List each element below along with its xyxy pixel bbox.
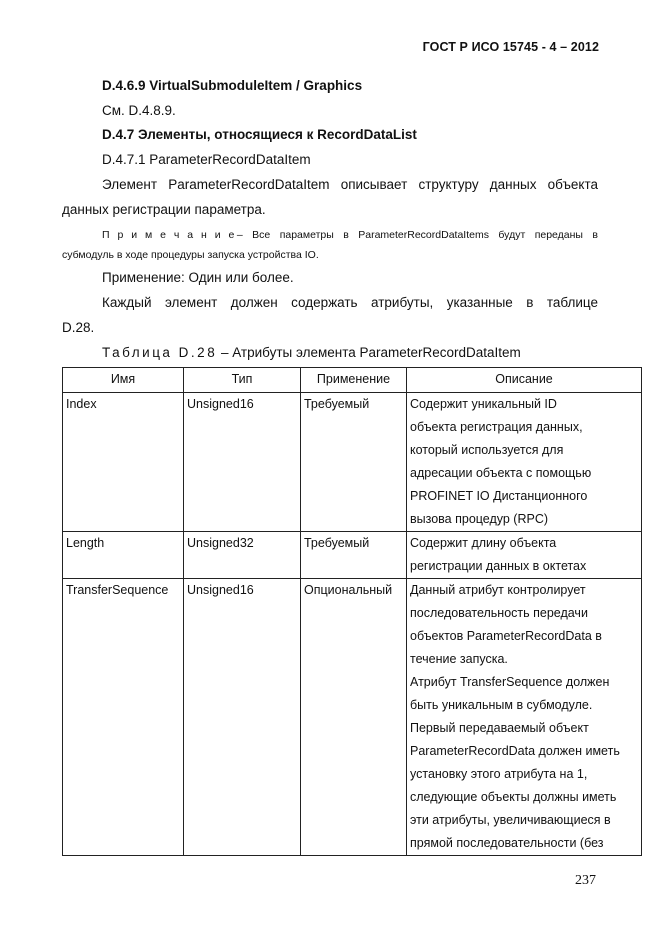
section-d469-title: D.4.6.9 VirtualSubmoduleItem / Graphics [102, 78, 363, 93]
attributes-table [62, 367, 642, 856]
cell-usage: Требуемый [301, 393, 407, 532]
cell-type: Unsigned32 [184, 532, 301, 579]
table-caption-text: – Атрибуты элемента ParameterRecordDataItem [217, 345, 521, 360]
description-line: PROFINET IO Дистанционного [410, 489, 588, 503]
cell-name: TransferSequence [63, 579, 184, 856]
description-line: Первый передаваемый объект [410, 721, 589, 735]
cell-description [407, 393, 642, 532]
table-caption [102, 345, 521, 360]
note-line-2: субмодуль в ходе процедуры запуска устройства IO. [62, 249, 319, 261]
description-line: Атрибут TransferSequence должен [410, 675, 610, 689]
section-d471-title: D.4.7.1 ParameterRecordDataItem [102, 152, 311, 167]
description-line: эти атрибуты, увеличивающиеся в [410, 813, 611, 827]
section-d469-reference: См. D.4.8.9. [102, 103, 176, 118]
description-line: Данный атрибут контролирует [410, 583, 586, 597]
note-text: – Все параметры в ParameterRecordDataItems будут переданы в [236, 229, 598, 241]
attributes-line-2: D.28. [62, 320, 95, 335]
cell-name: Length [63, 532, 184, 579]
description-line: следующие объекты должны иметь [410, 790, 617, 804]
table-row [63, 532, 642, 579]
attributes-line-1: Каждый элемент должен содержать атрибуты, указанные в таблице [102, 295, 598, 310]
table-caption-label: Таблица D.28 [102, 345, 218, 360]
usage-text: Применение: Один или более. [102, 270, 294, 285]
column-header-usage: Применение [301, 368, 407, 393]
description-line: объекта регистрация данных, [410, 420, 583, 434]
cell-name: Index [63, 393, 184, 532]
description-line-1: Элемент ParameterRecordDataItem описывает структуру данных объекта [102, 177, 598, 192]
description-line: адресации объекта с помощью [410, 466, 592, 480]
column-header-description: Описание [407, 368, 642, 393]
note-label: П р и м е ч а н и е [102, 229, 237, 241]
cell-type: Unsigned16 [184, 579, 301, 856]
table-row [63, 579, 642, 856]
description-line: Содержит длину объекта [410, 536, 557, 550]
page-number: 237 [575, 873, 596, 888]
cell-description [407, 579, 642, 856]
description-line: установку этого атрибута на 1, [410, 767, 588, 781]
description-line: быть уникальным в субмодуле. [410, 698, 593, 712]
description-line: ParameterRecordData должен иметь [410, 744, 620, 758]
table-row [63, 393, 642, 532]
description-line: объектов ParameterRecordData в [410, 629, 602, 643]
cell-description [407, 532, 642, 579]
note-line-1 [102, 229, 598, 241]
column-header-type: Тип [184, 368, 301, 393]
description-line: течение запуска. [410, 652, 508, 666]
description-line: Содержит уникальный ID [410, 397, 557, 411]
cell-usage: Опциональный [301, 579, 407, 856]
description-line: который используется для [410, 443, 564, 457]
description-line: последовательность передачи [410, 606, 588, 620]
table-header-row [63, 368, 642, 393]
document-code-header: ГОСТ Р ИСО 15745 - 4 – 2012 [422, 40, 599, 54]
cell-type: Unsigned16 [184, 393, 301, 532]
description-line: прямой последовательности (без [410, 836, 604, 850]
cell-usage: Требуемый [301, 532, 407, 579]
column-header-name: Имя [63, 368, 184, 393]
description-line: регистрации данных в октетах [410, 559, 587, 573]
section-d47-title: D.4.7 Элементы, относящиеся к RecordDataList [102, 127, 417, 142]
description-line: вызова процедур (RPC) [410, 512, 549, 526]
description-line-2: данных регистрации параметра. [62, 202, 266, 217]
